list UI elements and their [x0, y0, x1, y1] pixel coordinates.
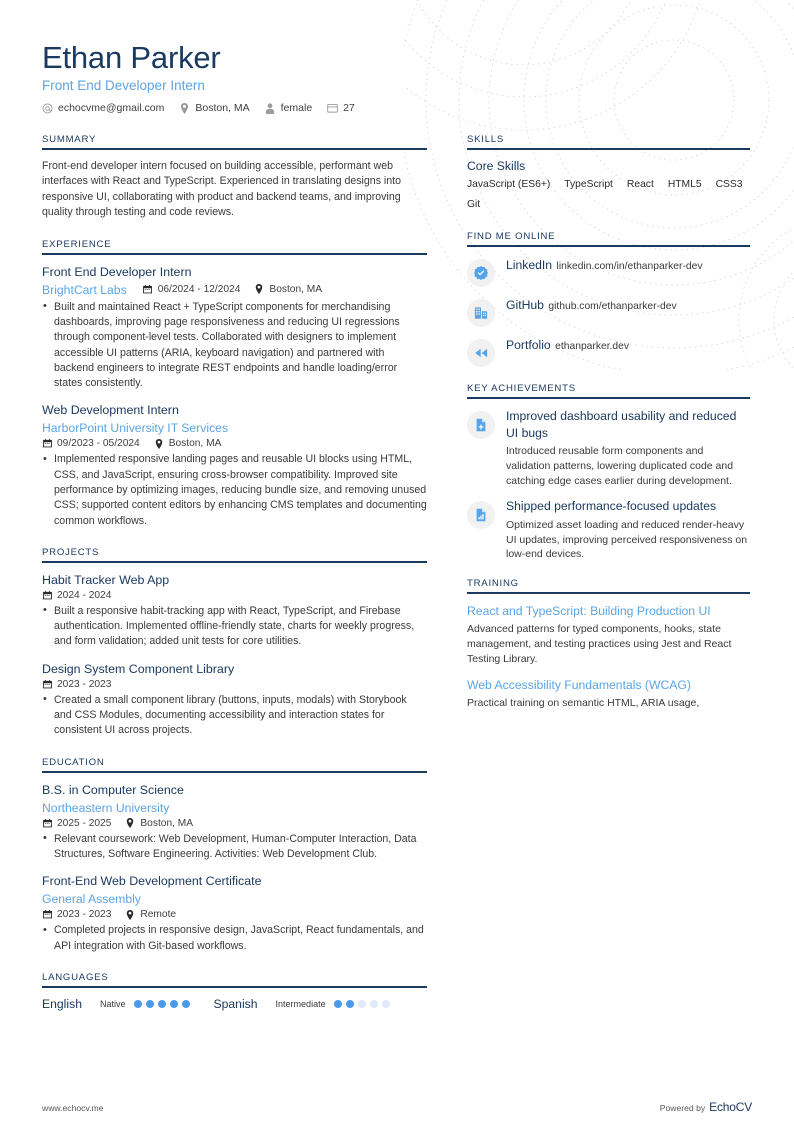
section-title-training: TRAINING [467, 578, 519, 590]
education-date-value: 2023 - 2023 [57, 909, 112, 921]
experience-meta [143, 284, 336, 295]
section-title-experience: EXPERIENCE [42, 238, 112, 250]
calendar-icon [327, 103, 338, 114]
bullet-item: • Implemented responsive landing pages and reusable UI blocks using HTML, CSS, and JavaScript, ensuring cross-browser compatibility. Improved site performance by optimizing images, reducing bundle size, and removing unused CSS; supported content editors by enhancing CMS templates and documenting common workflows. [42, 452, 427, 528]
section-title-achievements: KEY ACHIEVEMENTS [467, 383, 576, 394]
skill-label: CSS3 [715, 179, 743, 190]
contact-location [179, 102, 249, 114]
footer-brand: EchoCV [709, 1100, 752, 1114]
project-meta [42, 590, 427, 601]
section-rule [42, 986, 427, 988]
training-title: Web Accessibility Fundamentals (WCAG) [467, 677, 691, 692]
education-meta [42, 818, 427, 829]
contact-age [327, 102, 355, 114]
resume-columns [42, 134, 752, 1013]
achievement-title: Improved dashboard usability and reduced UI bugs [506, 409, 737, 440]
education-school: General Assembly [42, 892, 141, 907]
experience-entry [42, 264, 427, 392]
section-skills [467, 134, 750, 213]
person-icon [265, 103, 276, 114]
online-link-url[interactable]: linkedin.com/in/ethanparker-dev [556, 261, 703, 272]
calendar-icon [42, 439, 52, 449]
online-link-row[interactable] [467, 256, 750, 287]
verified-check-icon [467, 259, 495, 287]
rating-dot [346, 1000, 354, 1008]
footer-powered-label: Powered by [659, 1103, 706, 1113]
rating-dot [134, 1000, 142, 1008]
online-link-text [506, 336, 750, 354]
online-link-row[interactable] [467, 296, 750, 327]
section-title-projects: PROJECTS [42, 546, 100, 558]
online-link-name: LinkedIn [506, 258, 553, 272]
rewind-icon [467, 339, 495, 367]
contact-gender-value: female [280, 102, 313, 114]
education-date [42, 818, 111, 829]
contact-row [42, 102, 752, 114]
skills-list [467, 179, 750, 213]
section-rule [467, 592, 750, 594]
right-column [467, 134, 750, 1013]
online-link-name: GitHub [506, 298, 544, 312]
achievement-desc: Introduced reusable form components and validation patterns, lowering duplicated code and catching edge cases earlier during development. [506, 445, 734, 487]
section-education [42, 757, 427, 954]
document-plus-icon [467, 411, 495, 439]
online-link-name: Portfolio [506, 338, 551, 352]
rating-dot [382, 1000, 390, 1008]
section-projects [42, 547, 427, 739]
section-summary [42, 134, 427, 221]
left-column [42, 134, 427, 1013]
language-name: English [42, 996, 82, 1011]
document-chart-icon [467, 501, 495, 529]
experience-bullets [42, 452, 427, 528]
experience-location [254, 284, 322, 295]
education-date-value: 2025 - 2025 [57, 817, 112, 829]
online-link-text [506, 256, 750, 274]
section-rule [467, 397, 750, 399]
section-rule [42, 771, 427, 773]
training-desc: Advanced patterns for typed components, hooks, state management, and testing practices using Jest and React Testing Library. [467, 623, 732, 665]
section-rule [42, 148, 427, 150]
achievement-title: Shipped performance-focused updates [506, 499, 717, 514]
project-date [42, 590, 111, 601]
rating-dot [146, 1000, 154, 1008]
calendar-icon [42, 910, 52, 920]
rating-dot [370, 1000, 378, 1008]
language-level: Native [99, 998, 126, 1009]
experience-location-value: Boston, MA [168, 438, 222, 450]
education-entry [42, 873, 427, 954]
contact-location-value: Boston, MA [195, 102, 250, 114]
skill-item [716, 179, 743, 193]
section-rule [42, 561, 427, 563]
education-location-value: Boston, MA [140, 817, 194, 829]
online-link-text [506, 296, 750, 314]
experience-date [42, 438, 140, 449]
education-location [125, 909, 176, 920]
experience-date-value: 09/2023 - 05/2024 [57, 438, 140, 450]
contact-email [42, 102, 164, 114]
rating-dot [158, 1000, 166, 1008]
training-entry [467, 603, 750, 666]
rating-dot [334, 1000, 342, 1008]
education-meta [42, 909, 427, 920]
resume-header [42, 40, 752, 114]
education-location-value: Remote [140, 909, 177, 921]
section-title-online: FIND ME ONLINE [467, 231, 556, 242]
online-link-row[interactable] [467, 336, 750, 367]
bullet-item: • Completed projects in responsive design, JavaScript, React fundamentals, and API integration with Git-based workflows. [42, 923, 427, 954]
experience-entry [42, 402, 427, 528]
location-pin-icon [125, 818, 135, 828]
footer-website[interactable]: www.echocv.me [42, 1103, 104, 1113]
skill-group-title: Core Skills [467, 159, 526, 173]
candidate-name: Ethan Parker [42, 40, 221, 75]
project-bullets [42, 693, 427, 739]
language-name: Spanish [213, 996, 258, 1011]
contact-gender [265, 102, 313, 114]
language-level: Intermediate [275, 998, 326, 1009]
calendar-icon [42, 679, 52, 689]
experience-meta [42, 438, 427, 449]
education-school: Northeastern University [42, 800, 170, 815]
experience-location-value: Boston, MA [269, 283, 323, 295]
calendar-icon [143, 284, 153, 294]
achievement-desc: Optimized asset loading and reduced render-heavy UI updates, improving perceived responsiveness on low-end devices. [506, 518, 748, 561]
language-rating-dots [334, 1000, 390, 1008]
skill-label: TypeScript [564, 179, 613, 190]
project-date-value: 2023 - 2023 [57, 678, 112, 690]
education-degree: B.S. in Computer Science [42, 782, 184, 797]
languages-list [42, 997, 427, 1011]
experience-job-title: Web Development Intern [42, 403, 179, 418]
bullet-item: • Built a responsive habit-tracking app with React, TypeScript, and Firebase authentication. Implemented offline-friendly state, charts for weekly progress, and form validation; added unit tests for core utilities. [42, 604, 427, 650]
footer-powered-by [660, 1100, 752, 1114]
achievement-row [467, 498, 750, 562]
section-title-education: EDUCATION [42, 756, 105, 768]
project-bullets [42, 604, 427, 650]
project-meta [42, 679, 427, 690]
skill-label: HTML5 [667, 179, 702, 190]
project-entry [42, 661, 427, 739]
achievement-text [506, 498, 750, 562]
skill-label: React [626, 179, 654, 190]
section-rule [467, 245, 750, 247]
rating-dot [182, 1000, 190, 1008]
bullet-item: • Built and maintained React + TypeScript components for merchandising dashboards, improving page responsiveness and reducing UI regressions through component-level tests. Collaborated with designers to implement accessible UI patterns (ARIA, keyboard navigation) and partnered with backend engineers to integrate REST endpoints and handle loading/error states consistently. [42, 300, 427, 392]
project-date-value: 2024 - 2024 [57, 589, 112, 601]
skill-item [467, 179, 550, 193]
education-bullets [42, 832, 427, 863]
experience-company: BrightCart Labs [42, 282, 127, 297]
bullet-item: • Created a small component library (buttons, inputs, modals) with Storybook and CSS Modules, documenting accessibility and interaction states for consistent UI across projects. [42, 693, 427, 739]
location-pin-icon [179, 103, 190, 114]
calendar-icon [42, 590, 52, 600]
location-pin-icon [254, 284, 264, 294]
achievement-row [467, 408, 750, 488]
contact-age-value: 27 [343, 102, 355, 114]
training-title: React and TypeScript: Building Production UI [467, 604, 711, 619]
experience-job-title: Front End Developer Intern [42, 264, 192, 279]
education-bullets [42, 923, 427, 954]
skill-item [668, 179, 702, 193]
section-training [467, 578, 750, 710]
section-experience [42, 239, 427, 529]
section-title-languages: LANGUAGES [42, 971, 109, 983]
training-desc: Practical training on semantic HTML, ARIA usage, [467, 696, 700, 709]
experience-location [154, 438, 222, 449]
section-languages [42, 972, 427, 1011]
language-item [42, 997, 190, 1011]
experience-meta-inline [42, 282, 427, 300]
skill-item [467, 199, 480, 213]
rating-dot [170, 1000, 178, 1008]
achievement-text [506, 408, 750, 488]
online-link-url[interactable]: github.com/ethanparker-dev [548, 301, 677, 312]
skill-item [564, 179, 613, 193]
calendar-icon [42, 818, 52, 828]
experience-bullets [42, 300, 427, 392]
contact-email-value: echocvme@gmail.com [58, 102, 165, 114]
section-key-achievements [467, 383, 750, 562]
skill-label: Git [467, 199, 481, 210]
candidate-role: Front End Developer Intern [42, 78, 205, 93]
project-title: Habit Tracker Web App [42, 572, 170, 587]
education-degree: Front-End Web Development Certificate [42, 874, 262, 889]
project-entry [42, 572, 427, 650]
location-pin-icon [154, 439, 164, 449]
education-location [125, 818, 193, 829]
language-rating-dots [134, 1000, 190, 1008]
training-entry [467, 677, 750, 711]
building-icon [467, 299, 495, 327]
section-title-summary: SUMMARY [42, 134, 97, 145]
language-item [214, 997, 390, 1011]
bullet-item: • Relevant coursework: Web Development, Human-Computer Interaction, Data Structures, Software Engineering. Activities: Web Development Club. [42, 832, 427, 863]
project-date [42, 679, 111, 690]
skill-item [627, 179, 654, 193]
experience-company: HarborPoint University IT Services [42, 421, 229, 436]
skill-label: JavaScript (ES6+) [467, 179, 551, 190]
section-rule [467, 148, 750, 150]
project-title: Design System Component Library [42, 661, 235, 676]
experience-date [143, 284, 241, 295]
online-link-url[interactable]: ethanparker.dev [555, 341, 630, 352]
section-rule [42, 253, 427, 255]
education-entry [42, 782, 427, 863]
email-icon [42, 103, 53, 114]
rating-dot [358, 1000, 366, 1008]
page-footer [42, 1100, 752, 1114]
education-date [42, 909, 111, 920]
section-title-skills: SKILLS [467, 134, 505, 145]
summary-text: Front-end developer intern focused on building accessible, performant web interfaces with React and TypeScript. Experienced in translating designs into responsive UI, collaborating with product and backend teams, and improving quality through testing and code reviews. [42, 160, 402, 219]
section-find-me-online [467, 231, 750, 367]
location-pin-icon [125, 910, 135, 920]
experience-date-value: 06/2024 - 12/2024 [157, 283, 241, 295]
